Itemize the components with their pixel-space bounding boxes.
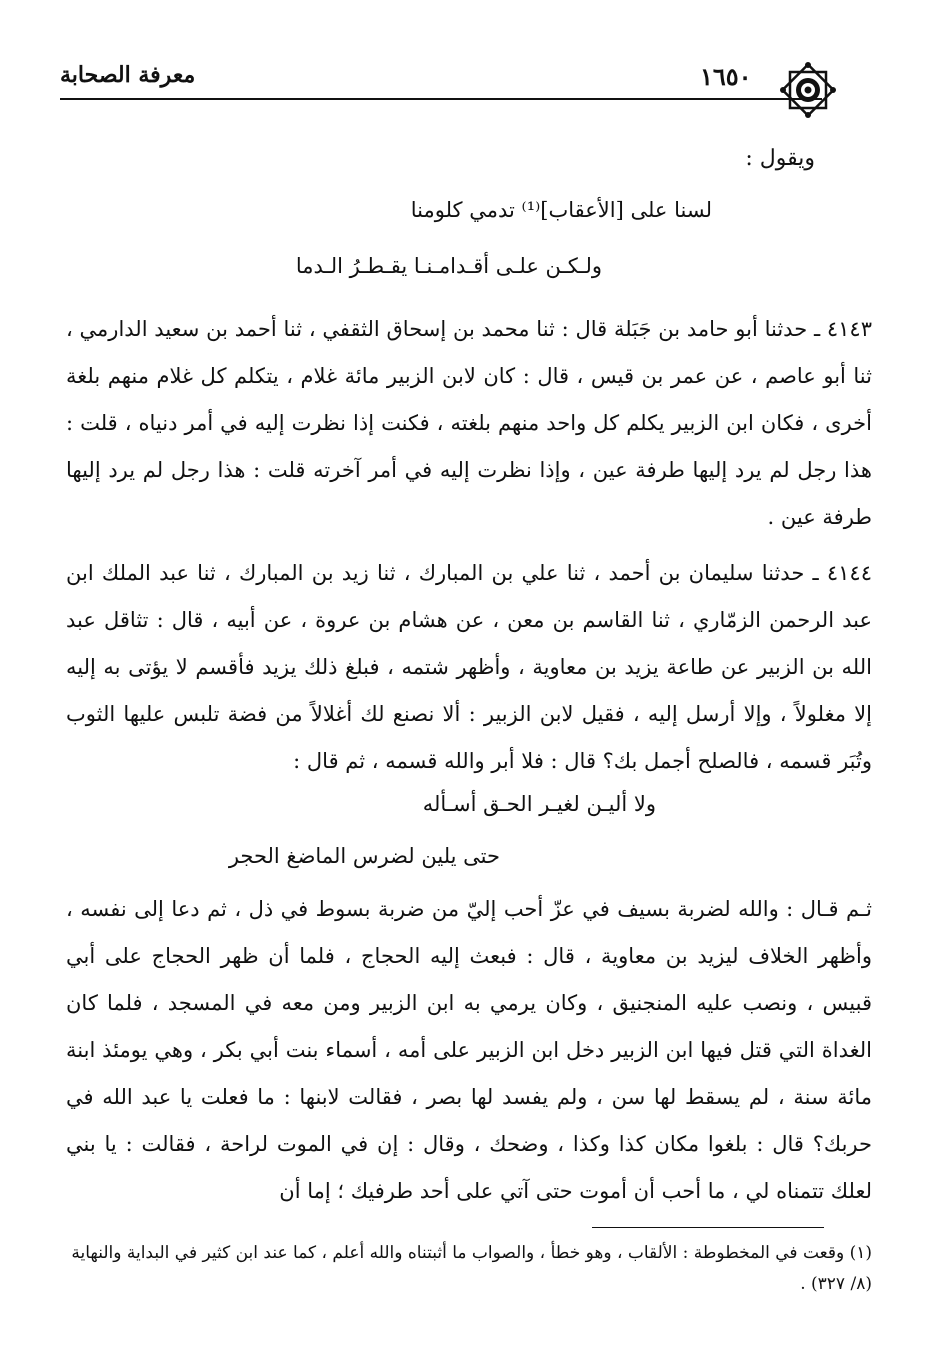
footnote-rule <box>592 1227 824 1228</box>
verse-1-second-hemistich: ولـكـن علـى أقـدامـنـا يقـطـرُ الـدما <box>295 254 602 278</box>
verse-2-second-hemistich: حتى يلين لضرس الماضغ الحجر <box>228 844 500 868</box>
verse-1-first-hemistich: لسنا على [الأعقاب]⁽¹⁾ تدمي كلومنا <box>410 198 712 222</box>
paragraph-4143: ٤١٤٣ ـ حدثنا أبو حامد بن جَبَلة قال : ثنا محمد بن إسحاق الثقفي ، ثنا أحمد بن سعيد الدارمي ، ثنا أبو عاصم ، عن عمر بن قيس ، قال : كان لابن الزبير مائة غلام ، يتكلم كل غلام منهم بلغة أخرى ، فكان ابن الزبير يكلم كل واحد منهم بلغته ، فكنت إذا نظرت إليه في أمر دنياه ، قلت : هذا رجل لم يرد إليها طرفة عين ، وإذا نظرت إليه في أمر آخرته قلت : هذا رجل لم يرد إليها طرفة عين . <box>66 317 872 529</box>
running-title: معرفة الصحابة <box>60 62 196 88</box>
star-ornament-icon <box>776 58 840 122</box>
footnote-1: (١) وقعت في المخطوطة : الألقاب ، وهو خطأ ، والصواب ما أثبتناه والله أعلم ، كما عند ابن كثير في البداية والنهاية (٨/ ٣٢٧) . <box>71 1243 872 1294</box>
verse-2-first-hemistich: ولا أليـن لغيـر الحـق أسـأله <box>422 792 656 816</box>
page-number: ١٦٥٠ <box>700 62 752 91</box>
header-rule <box>60 98 822 100</box>
paragraph-continuation: ثـم قـال : والله لضربة بسيف في عزّ أحب إليّ من ضربة بسوط في ذل ، ثم دعا إلى نفسه ، وأظهر الخلاف ليزيد بن معاوية ، قال : فبعث إليه الحجاج ، فلما أن ظهر الحجاج على أبي قبيس ، ونصب عليه المنجنيق ، وكان يرمي به ابن الزبير ومن معه في المسجد ، فلما كان الغداة التي قتل فيها ابن الزبير دخل ابن الزبير على أمه ، أسماء بنت أبي بكر ، وهي يومئذ ابنة مائة سنة ، لم يسقط لها سن ، ولم يفسد لها بصر ، فقالت لابنها : ما فعلت يا عبد الله في حربك؟ قال : بلغوا مكان كذا وكذا ، وضحك ، وقال : إن في الموت لراحة ، فقالت : يا بني لعلك تتمناه لي ، ما أحب أن أموت حتى آتي على أحد طرفيك ؛ إما أن <box>66 897 872 1203</box>
page-header <box>60 58 880 108</box>
paragraph-4144: ٤١٤٤ ـ حدثنا سليمان بن أحمد ، ثنا علي بن المبارك ، ثنا زيد بن المبارك ، ثنا عبد الملك ابن عبد الرحمن الزمّاري ، ثنا القاسم بن معن ، عن هشام بن عروة ، عن أبيه ، قال : تثاقل عبد الله بن الزبير عن طاعة يزيد بن معاوية ، وأظهر شتمه ، فبلغ ذلك يزيد فأقسم لا يؤتى به إليه إلا مغلولاً ، وإلا أرسل إليه ، فقيل لابن الزبير : ألا نصنع لك أغلالاً من فضة تلبس عليها الثوب وتُبَر قسمه ، فالصلح أجمل بك؟ قال : فلا أبر والله قسمه ، ثم قال : <box>66 561 872 773</box>
intro-line: ويقول : <box>745 146 815 171</box>
